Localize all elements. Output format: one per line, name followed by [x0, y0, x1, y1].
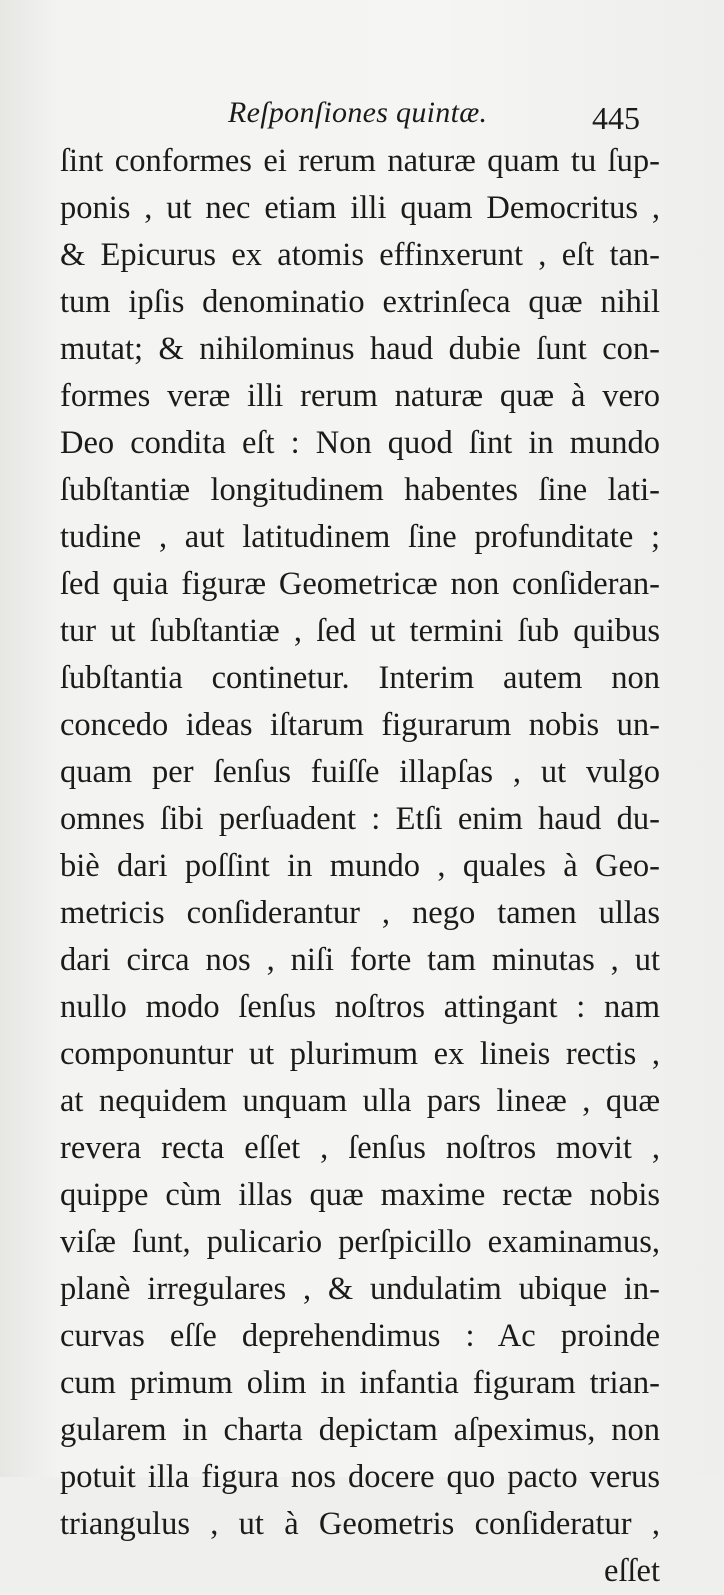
text-line: curvas eſſe deprehendimus : Ac proinde [60, 1318, 660, 1354]
text-line: tudine , aut latitudinem ſine profunditate ; [60, 519, 660, 555]
text-line: planè irregulares , & undulatim ubique in- [60, 1271, 660, 1307]
text-line: concedo ideas iſtarum figurarum nobis un- [60, 707, 660, 743]
text-line: biè dari poſſint in mundo , quales à Geo- [60, 848, 660, 884]
text-line: ſubſtantia continetur. Interim autem non [60, 660, 660, 696]
text-line: tum ipſis denominatio extrinſeca quæ nihil [60, 284, 660, 320]
text-line: ſubſtantiæ longitudinem habentes ſine lati- [60, 472, 660, 508]
catchword: eſſet [604, 1553, 660, 1589]
text-line: & Epicurus ex atomis effinxerunt , eſt tan- [60, 237, 660, 273]
text-line: tur ut ſubſtantiæ , ſed ut termini ſub quibus [60, 613, 660, 649]
text-line: ſed quia figuræ Geometricæ non conſideran- [60, 566, 660, 602]
text-line: Deo condita eſt : Non quod ſint in mundo [60, 425, 660, 461]
text-line: ſint conformes ei rerum naturæ quam tu ſup- [60, 143, 660, 179]
text-line: componuntur ut plurimum ex lineis rectis , [60, 1036, 660, 1072]
page-number: 445 [592, 100, 640, 136]
text-line: nullo modo ſenſus noſtros attingant : nam [60, 989, 660, 1025]
text-line: mutat; & nihilominus haud dubie ſunt con- [60, 331, 660, 367]
text-line: dari circa nos , niſi forte tam minutas , ut [60, 942, 660, 978]
text-line: at nequidem unquam ulla pars lineæ , quæ [60, 1083, 660, 1119]
text-line: ponis , ut nec etiam illi quam Democritus , [60, 190, 660, 226]
text-line: potuit illa figura nos docere quo pacto verus [60, 1459, 660, 1495]
text-line: metricis conſiderantur , nego tamen ullas [60, 895, 660, 931]
text-line: quippe cùm illas quæ maxime rectæ nobis [60, 1177, 660, 1213]
text-line: triangulus , ut à Geometris conſideratur , [60, 1506, 660, 1542]
text-line: formes veræ illi rerum naturæ quæ à vero [60, 378, 660, 414]
text-line: quam per ſenſus fuiſſe illapſas , ut vulgo [60, 754, 660, 790]
text-line: gularem in charta depictam aſpeximus, non [60, 1412, 660, 1448]
text-line: omnes ſibi perſuadent : Etſi enim haud du- [60, 801, 660, 837]
running-head: Reſponſiones quintæ. [228, 96, 488, 129]
text-line: viſæ ſunt, pulicario perſpicillo examinamus, [60, 1224, 660, 1260]
body-text [60, 138, 660, 1595]
text-line: cum primum olim in infantia figuram trian- [60, 1365, 660, 1401]
text-line: revera recta eſſet , ſenſus noſtros movit , [60, 1130, 660, 1166]
